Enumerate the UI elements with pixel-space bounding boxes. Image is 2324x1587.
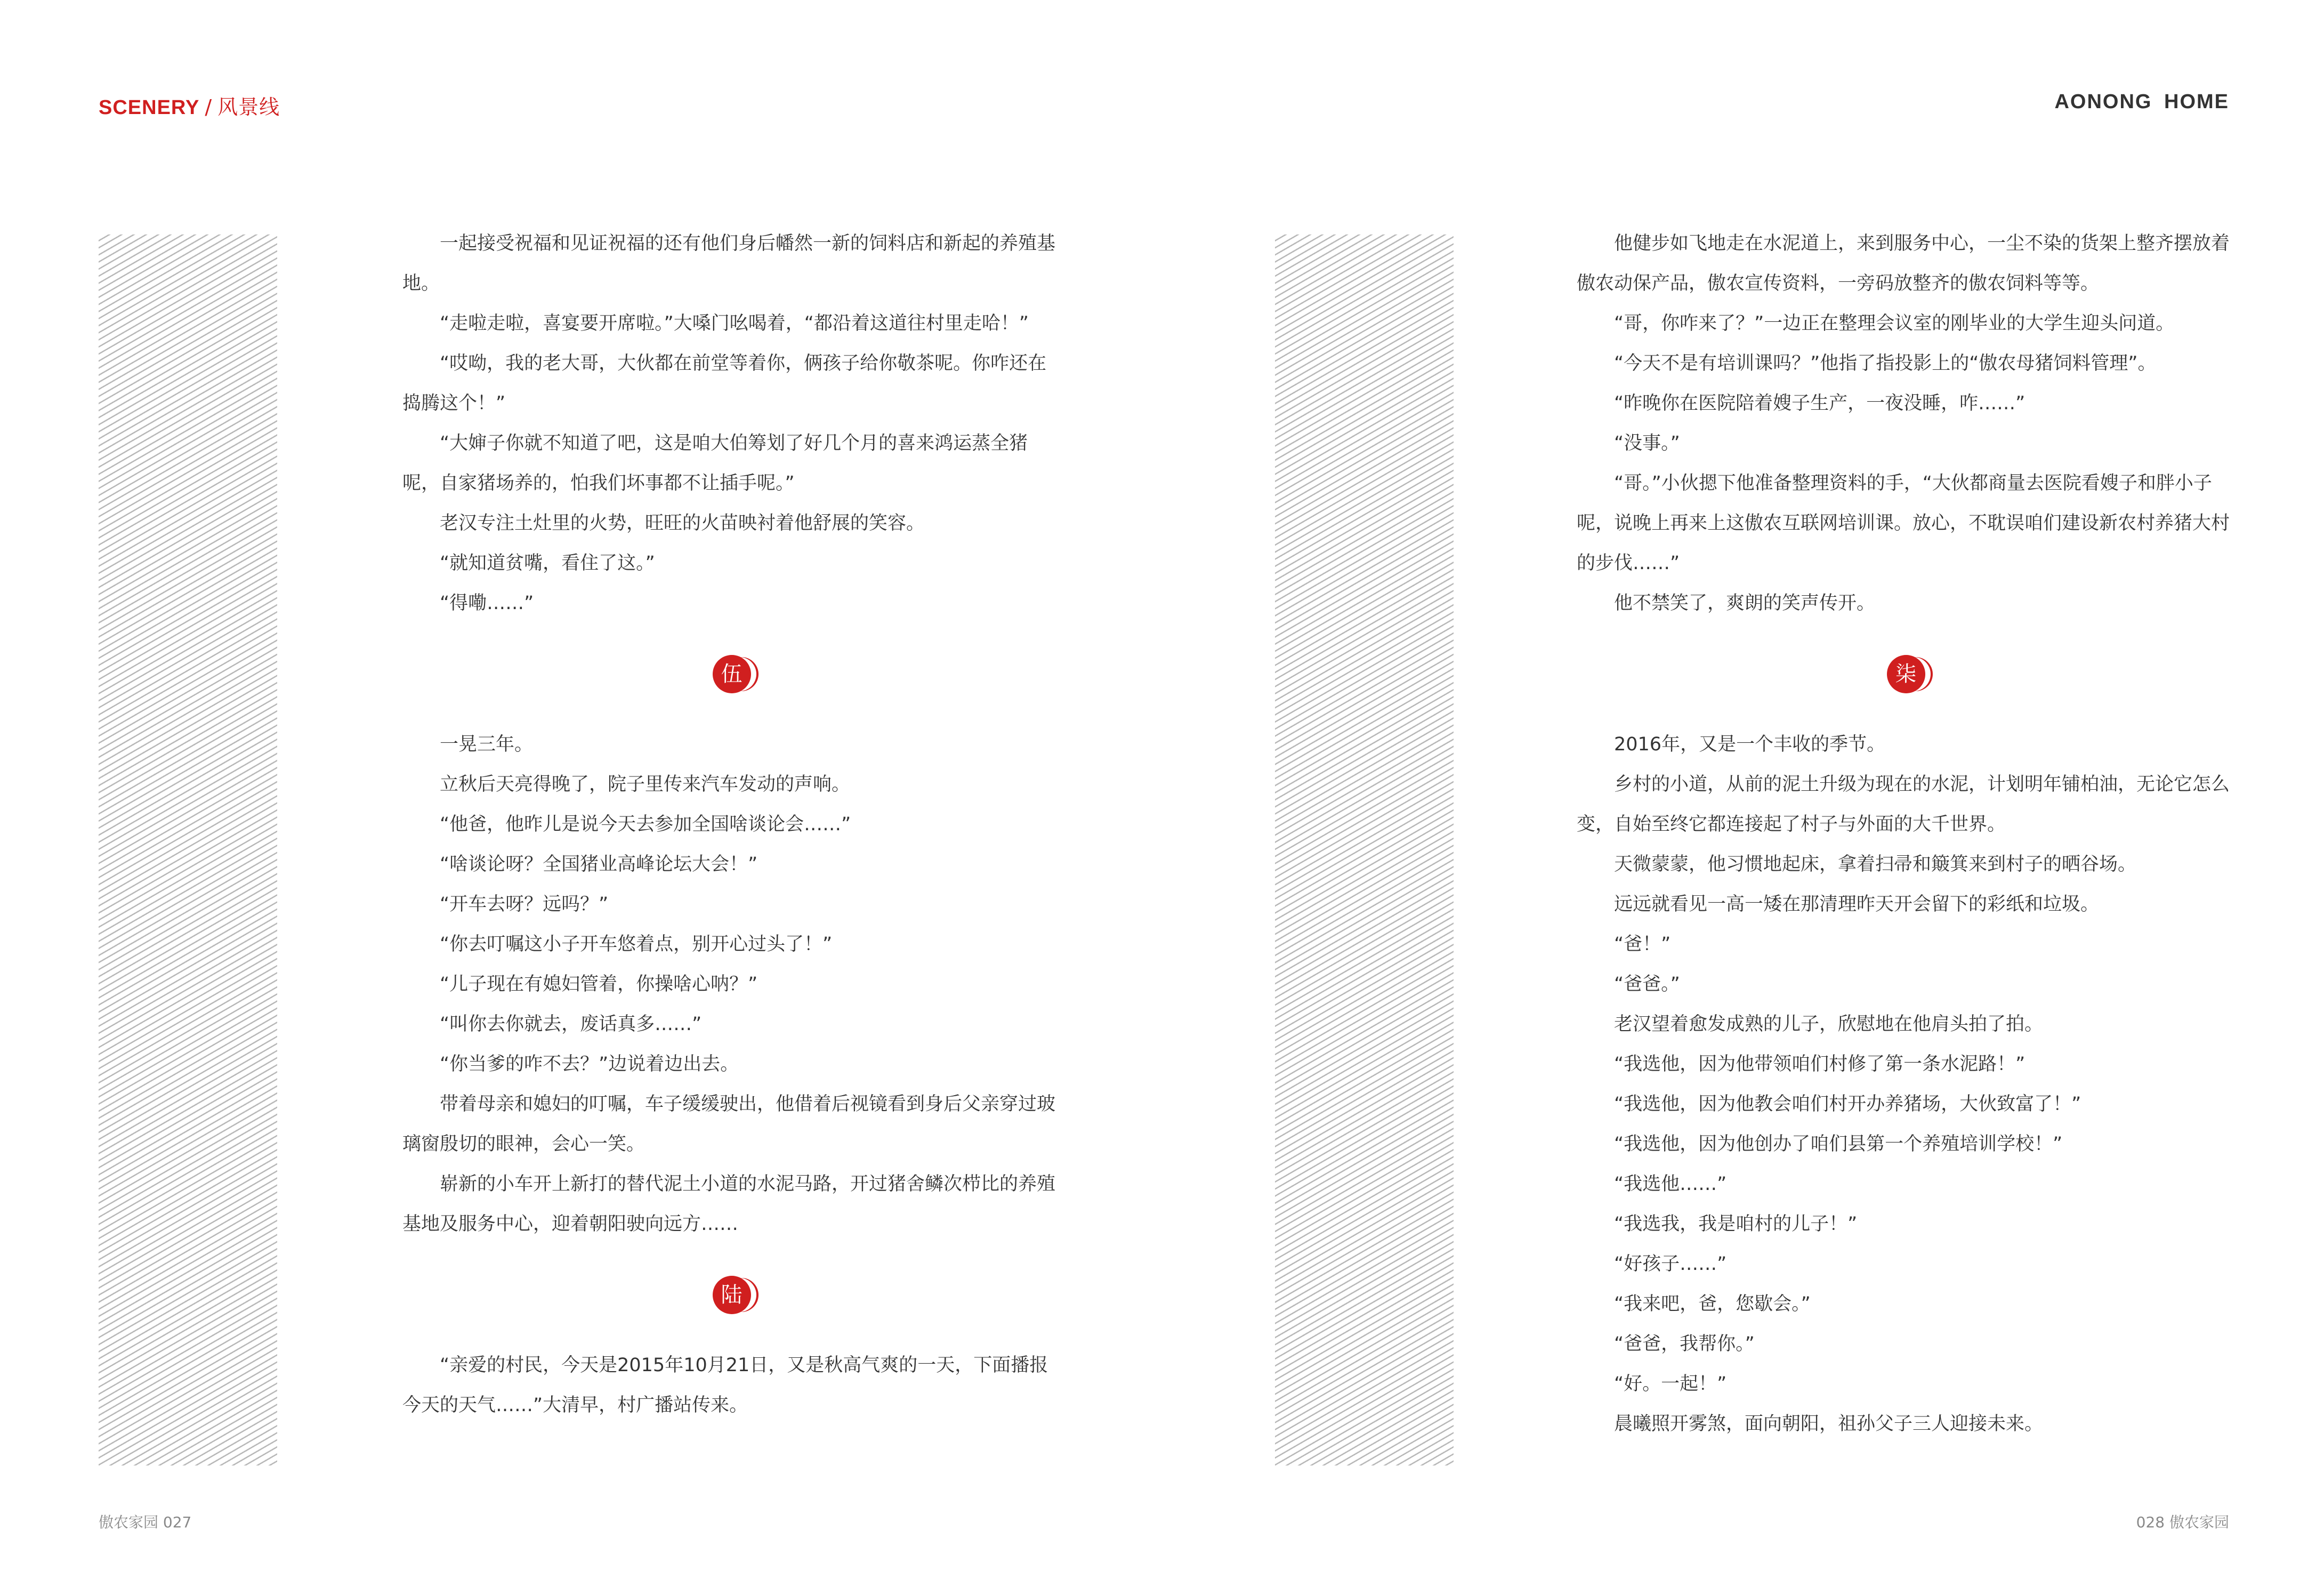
paragraph: “走啦走啦，喜宴要开席啦。”大嗓门吆喝着，“都沿着这道往村里走哈！” — [440, 313, 1029, 334]
paragraph: “就知道贫嘴，看住了这。” — [440, 553, 655, 574]
section-header — [99, 91, 280, 120]
paragraph: 2016年，又是一个丰收的季节。 — [1614, 734, 1886, 755]
paragraph: “我选他，因为他带领咱们村修了第一条水泥路！” — [1614, 1054, 2026, 1075]
paragraph: 远远就看见一高一矮在那清理昨天开会留下的彩纸和垃圾。 — [1614, 894, 2100, 915]
paragraph: “今天不是有培训课吗？”他指了指投影上的“傲农母猪饲料管理”。 — [1614, 353, 2157, 374]
section-title-separator: / — [205, 95, 213, 119]
paragraph: 天微蒙蒙，他习惯地起床，拿着扫帚和簸箕来到村子的晒谷场。 — [1614, 854, 2137, 875]
paragraph: “爸爸。” — [1614, 974, 1680, 995]
paragraph: “哥，你咋来了？”一边正在整理会议室的刚毕业的大学生迎头问道。 — [1614, 313, 2175, 334]
right-text-column — [1577, 224, 2235, 1444]
paragraph: “叫你去你就去，废话真多……” — [440, 1014, 702, 1035]
paragraph: “大婶子你就不知道了吧，这是咱大伯筹划了好几个月的喜来鸿运蒸全猪呢，自家猪场养的，怕我们坏事都不让插手呢。” — [402, 433, 1028, 494]
page-number-left: 傲农家园 027 — [99, 1513, 192, 1531]
paragraph: “哎呦，我的老大哥，大伙都在前堂等着你，俩孩子给你敬茶呢。你咋还在捣腾这个！” — [402, 353, 1047, 414]
paragraph: 带着母亲和媳妇的叮嘱，车子缓缓驶出，他借着后视镜看到身后父亲穿过玻璃窗殷切的眼神，会心一笑。 — [402, 1094, 1056, 1155]
paragraph: “我选他……” — [1614, 1173, 1727, 1195]
section-title-cn: 风景线 — [217, 95, 280, 119]
hatch-decoration-right — [1275, 234, 1454, 1465]
paragraph: 他不禁笑了，爽朗的笑声传开。 — [1614, 593, 1876, 614]
paragraph: 他健步如飞地走在水泥道上，来到服务中心，一尘不染的货架上整齐摆放着傲农动保产品，傲农宣传资料，一旁码放整齐的傲农饲料等等。 — [1577, 233, 2230, 294]
paragraph: “你去叮嘱这小子开车悠着点，别开心过头了！” — [440, 934, 833, 955]
paragraph: “我选我，我是咱村的儿子！” — [1614, 1213, 1858, 1235]
paragraph: 崭新的小车开上新打的替代泥土小道的水泥马路，开过猪舍鳞次栉比的养殖基地及服务中心，迎着朝阳驶向远方…… — [402, 1173, 1056, 1235]
paragraph: “好孩子……” — [1614, 1253, 1727, 1275]
paragraph: 立秋后天亮得晚了，院子里传来汽车发动的声响。 — [440, 774, 851, 795]
paragraph: 一起接受祝福和见证祝福的还有他们身后幡然一新的饲料店和新起的养殖基地。 — [402, 233, 1056, 294]
paragraph: “亲爱的村民，今天是2015年10月21日，又是秋高气爽的一天，下面播报今天的天气……”大清早，村广播站传来。 — [402, 1355, 1048, 1416]
paragraph: “你当爹的咋不去？”边说着边出去。 — [440, 1054, 739, 1075]
paragraph: “开车去呀？远吗？” — [440, 894, 609, 915]
paragraph: 老汉望着愈发成熟的儿子，欣慰地在他肩头拍了拍。 — [1614, 1014, 2044, 1035]
hatch-decoration-left — [99, 234, 277, 1465]
paragraph: 老汉专注土灶里的火势，旺旺的火苗映衬着他舒展的笑容。 — [440, 513, 925, 534]
section-marker-wrap — [1577, 624, 2235, 725]
paragraph: 一晃三年。 — [440, 734, 534, 755]
section-title-en: SCENERY — [99, 96, 200, 119]
paragraph: “昨晚你在医院陪着嫂子生产，一夜没睡，咋……” — [1614, 393, 2026, 414]
section-marker-5: 伍 — [713, 655, 751, 693]
paragraph: “儿子现在有媳妇管着，你操啥心呐？” — [440, 974, 758, 995]
section-marker-7: 柒 — [1887, 655, 1925, 693]
paragraph: “我选他，因为他创办了咱们县第一个养殖培训学校！” — [1614, 1133, 2063, 1155]
paragraph: “得嘞……” — [440, 593, 534, 614]
section-marker-wrap — [402, 624, 1061, 725]
paragraph: 晨曦照开雾煞，面向朝阳，祖孙父子三人迎接未来。 — [1614, 1413, 2044, 1435]
paragraph: “爸爸，我帮你。” — [1614, 1333, 1755, 1355]
paragraph: “我选他，因为他教会咱们村开办养猪场，大伙致富了！” — [1614, 1094, 2081, 1115]
paragraph: “好。一起！” — [1614, 1373, 1727, 1395]
paragraph: “啥谈论呀？全国猪业高峰论坛大会！” — [440, 854, 758, 875]
paragraph: “爸！” — [1614, 934, 1671, 955]
paragraph: “我来吧，爸，您歇会。” — [1614, 1293, 1811, 1315]
paragraph: “哥。”小伙摁下他准备整理资料的手，“大伙都商量去医院看嫂子和胖小子呢，说晚上再来上这傲农互联网培训课。放心，不耽误咱们建设新农村养猪大村的步伐……” — [1577, 473, 2230, 574]
section-marker-wrap — [402, 1244, 1061, 1346]
section-marker-6: 陆 — [713, 1276, 751, 1314]
left-text-column — [402, 224, 1061, 1426]
magazine-title: AONONG HOME — [2054, 91, 2229, 113]
page-number-right: 028 傲农家园 — [2136, 1513, 2229, 1531]
paragraph: 乡村的小道，从前的泥土升级为现在的水泥，计划明年铺柏油，无论它怎么变，自始至终它都连接起了村子与外面的大千世界。 — [1577, 774, 2230, 835]
paragraph: “他爸，他昨儿是说今天去参加全国啥谈论会……” — [440, 814, 851, 835]
paragraph: “没事。” — [1614, 433, 1680, 454]
